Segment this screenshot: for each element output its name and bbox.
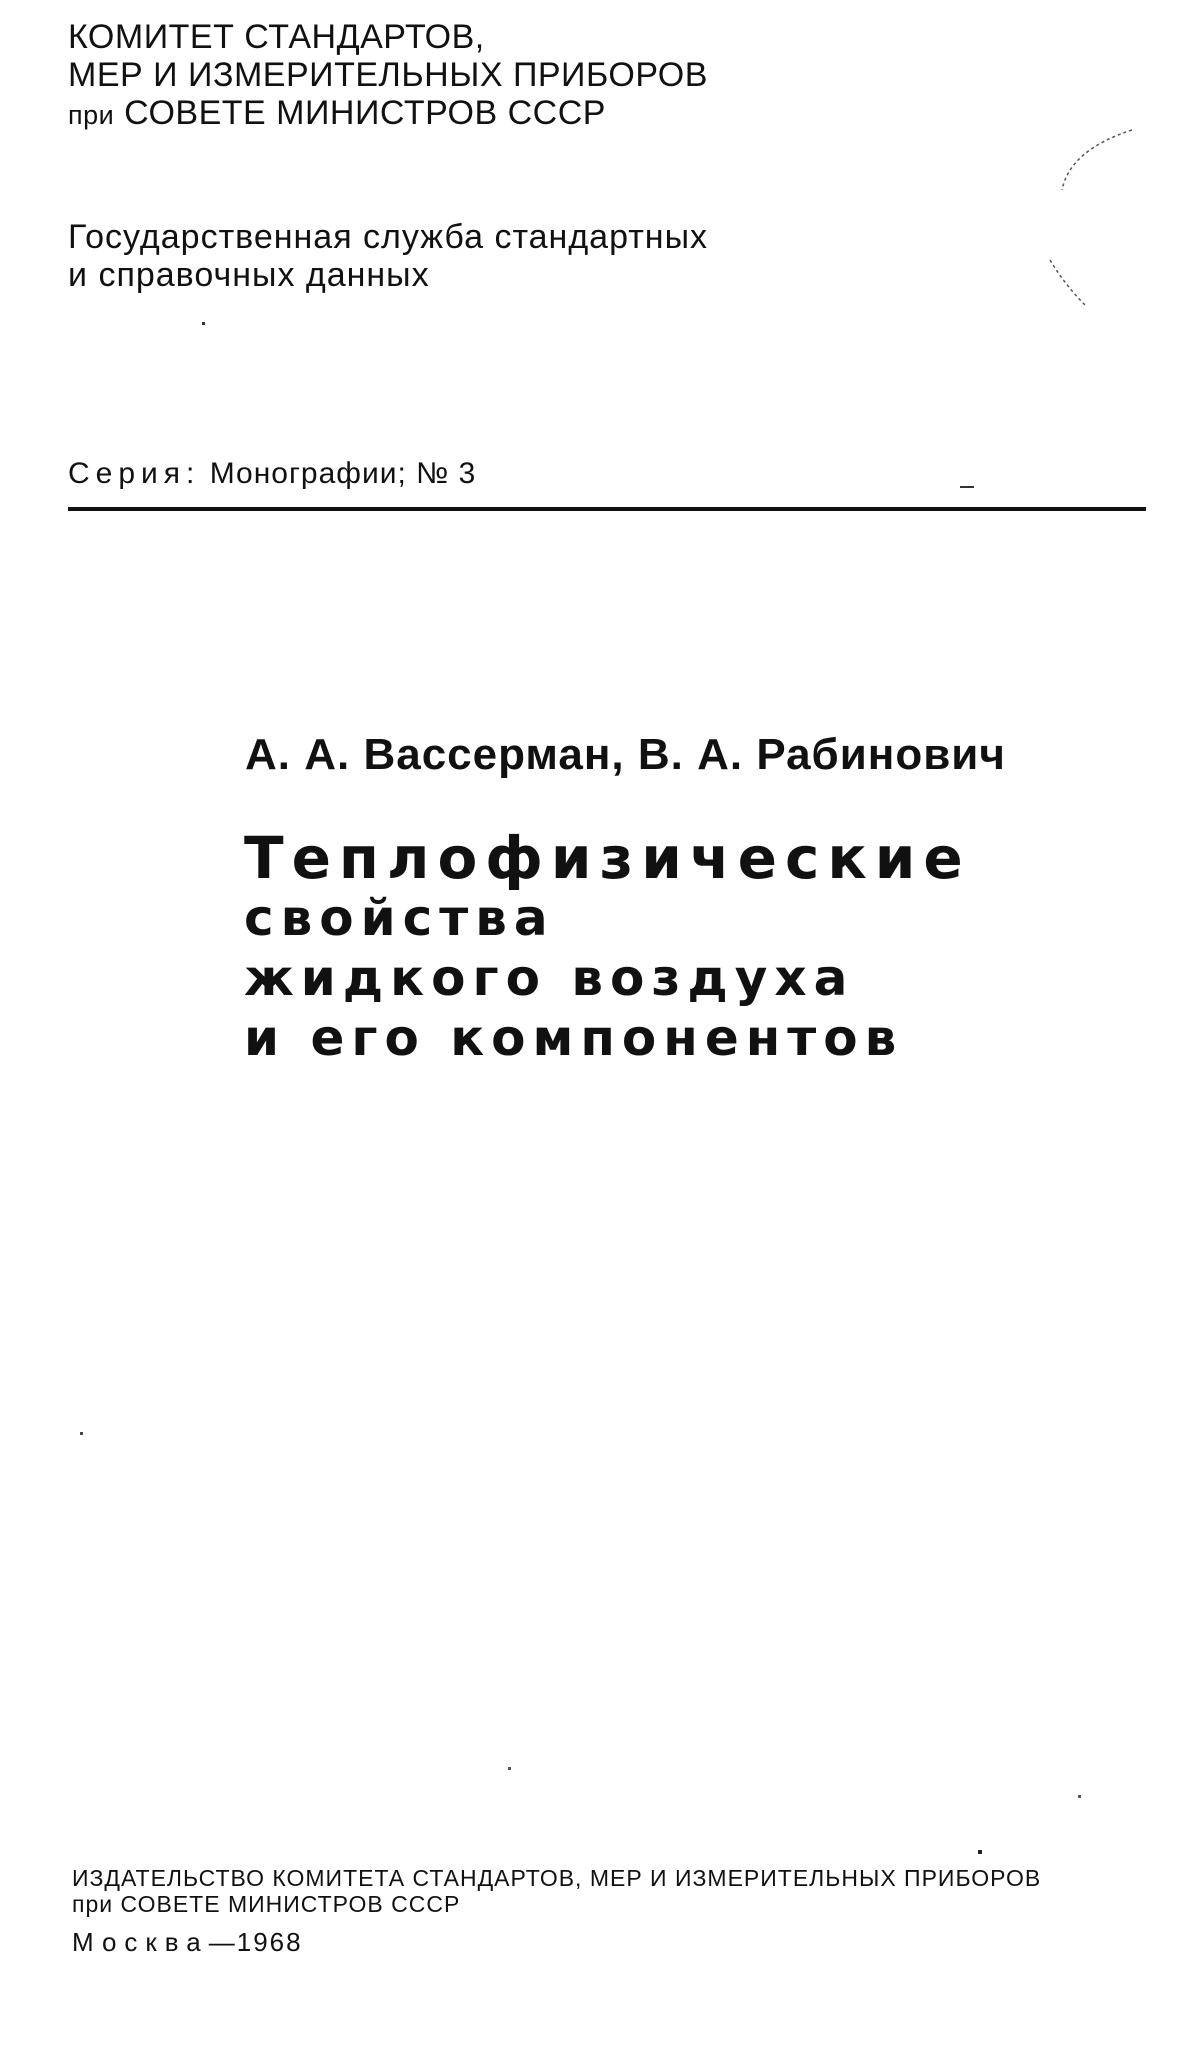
service-line-1: Государственная служба стандартных [68,218,709,256]
org-line-3-text: СОВЕТЕ МИНИСТРОВ СССР [124,94,606,132]
publisher [72,1865,1041,1917]
scan-speck [960,486,974,488]
book-title [244,824,971,1068]
horizontal-rule [68,507,1146,511]
org-line-1: КОМИТЕТ СТАНДАРТОВ, [68,18,485,56]
publisher-line-2: при СОВЕТЕ МИНИСТРОВ СССР [72,1891,461,1917]
scan-speck [202,322,205,325]
service-name [68,218,708,294]
service-line-2: и справочных данных [68,256,430,294]
scan-speck [978,1850,982,1854]
imprint [72,1927,303,1958]
issuing-committee [68,18,708,134]
org-line-2: МЕР И ИЗМЕРИТЕЛЬНЫХ ПРИБОРОВ [68,56,708,94]
authors: А. А. Вассерман, В. А. Рабинович [245,730,1006,779]
scan-speck [508,1767,511,1770]
org-line-3 [68,94,708,134]
series-label: Серия: [68,457,201,490]
title-line-4: и его компонентов [244,1009,904,1067]
org-line-3-prefix: при [68,100,115,130]
scan-speck [80,1432,83,1435]
title-line-3: жидкого воздуха [244,949,855,1007]
series-line [68,457,476,491]
city: Москва [72,1927,209,1957]
dash: — [208,1927,237,1957]
series-value: Монографии; № 3 [209,457,477,490]
year: 1968 [236,1927,303,1957]
title-line-1: Теплофизические [244,824,971,892]
scan-arc-mark [1040,120,1140,310]
title-line-2: свойства [244,889,555,947]
publisher-line-1: ИЗДАТЕЛЬСТВО КОМИТЕТА СТАНДАРТОВ, МЕР И ИЗМЕРИТЕЛЬНЫХ ПРИБОРОВ [72,1865,1042,1891]
scan-speck [1078,1795,1081,1798]
